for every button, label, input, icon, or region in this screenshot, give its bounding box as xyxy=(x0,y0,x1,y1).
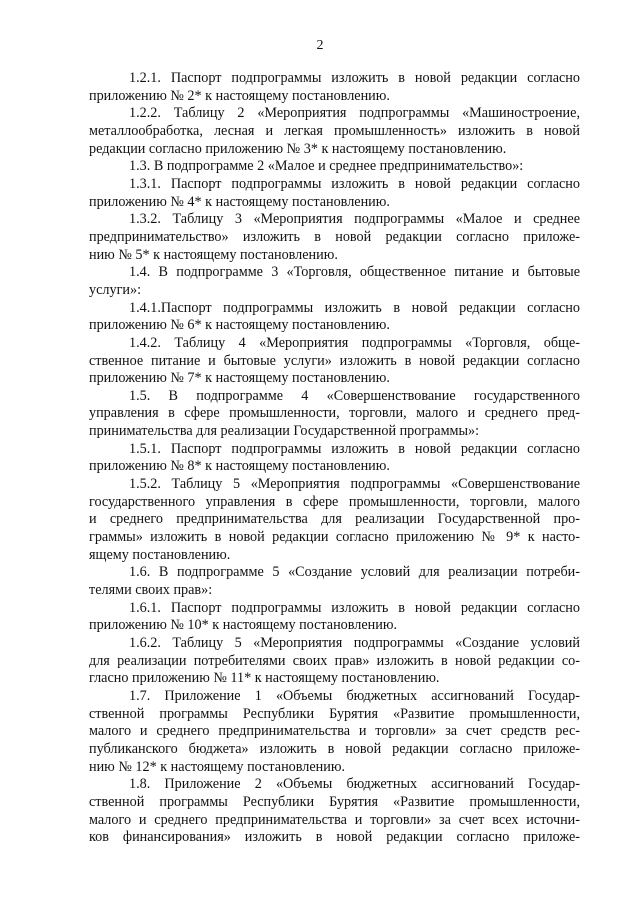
paragraph xyxy=(89,105,580,158)
text-line: 1.6.1. Паспорт подпрограммы изложить в новой редакции согласно xyxy=(129,599,580,616)
text-line: 1.8. Приложение 2 «Объемы бюджетных ассигнований Государ- xyxy=(129,776,580,793)
text-line: приложению № 6* к настоящему постановлению. xyxy=(89,317,390,334)
text-line: приложению № 2* к настоящему постановлению. xyxy=(89,87,390,104)
paragraph xyxy=(89,476,580,564)
text-line: малого и среднего предпринимательства и торговли» за счет всех источни- xyxy=(89,811,580,828)
text-line: 1.3.2. Таблицу 3 «Мероприятия подпрограммы «Малое и среднее xyxy=(129,211,580,228)
text-line: для реализации потребителями своих прав» изложить в новой редакции со- xyxy=(89,652,580,669)
text-line: 1.4.2. Таблицу 4 «Мероприятия подпрограммы «Торговля, обще- xyxy=(129,334,580,351)
text-line: приложению № 4* к настоящему постановлению. xyxy=(89,193,390,210)
text-line: 1.4.1.Паспорт подпрограммы изложить в новой редакции согласно xyxy=(129,299,580,316)
paragraph xyxy=(89,600,580,635)
paragraph xyxy=(89,688,580,776)
text-line: принимательства для реализации Государственной программы»: xyxy=(89,423,480,440)
paragraph xyxy=(89,776,580,847)
paragraph xyxy=(89,564,580,599)
text-line: нию № 12* к настоящему постановлению. xyxy=(89,758,345,775)
text-line: 1.6. В подпрограмме 5 «Создание условий для реализации потреби- xyxy=(129,564,580,581)
text-line: 1.7. Приложение 1 «Объемы бюджетных ассигнований Государ- xyxy=(129,687,580,704)
text-line: приложению № 10* к настоящему постановлению. xyxy=(89,617,397,634)
text-line: ящему постановлению. xyxy=(89,546,231,563)
text-line: металлообработка, лесная и легкая промышленность» изложить в новой xyxy=(89,122,580,139)
paragraph xyxy=(89,335,580,388)
paragraph xyxy=(89,441,580,476)
text-line: 1.5. В подпрограмме 4 «Совершенствование государственного xyxy=(129,387,580,404)
text-line: ственной программы Республики Бурятия «Развитие промышленности, xyxy=(89,705,580,722)
text-line: телями своих прав»: xyxy=(89,582,213,599)
text-line: ственное питание и бытовые услуги» изложить в новой редакции согласно xyxy=(89,352,580,369)
text-line: гласно приложению № 11* к настоящему постановлению. xyxy=(89,670,440,687)
paragraph xyxy=(89,635,580,688)
paragraph xyxy=(89,388,580,441)
paragraph xyxy=(89,211,580,264)
text-line: редакции согласно приложению № 3* к настоящему постановлению. xyxy=(89,140,507,157)
text-line: 1.3.1. Паспорт подпрограммы изложить в новой редакции согласно xyxy=(129,175,580,192)
text-line: ков финансирования» изложить в новой редакции согласно приложе- xyxy=(89,829,580,846)
text-line: и среднего предпринимательства для реализации Государственной про- xyxy=(89,511,580,528)
text-line: публиканского бюджета» изложить в новой редакции согласно приложе- xyxy=(89,740,580,757)
text-line: приложению № 7* к настоящему постановлению. xyxy=(89,370,390,387)
paragraph xyxy=(89,70,580,105)
text-line: граммы» изложить в новой редакции согласно приложению № 9* к насто- xyxy=(89,529,580,546)
text-line: 1.2.1. Паспорт подпрограммы изложить в новой редакции согласно xyxy=(129,70,580,86)
text-line: 1.4. В подпрограмме 3 «Торговля, общественное питание и бытовые xyxy=(129,264,580,281)
document-body xyxy=(89,70,580,847)
paragraph xyxy=(89,300,580,335)
text-line: услуги»: xyxy=(89,281,142,298)
text-line: приложению № 8* к настоящему постановлению. xyxy=(89,458,390,475)
text-line: 1.3. В подпрограмме 2 «Малое и среднее предпринимательство»: xyxy=(129,158,524,175)
text-line: 1.2.2. Таблицу 2 «Мероприятия подпрограммы «Машиностроение, xyxy=(129,105,580,122)
paragraph xyxy=(89,264,580,299)
text-line: нию № 5* к настоящему постановлению. xyxy=(89,246,338,263)
text-line: управления в сфере промышленности, торговли, малого и среднего пред- xyxy=(89,405,580,422)
text-line: малого и среднего предпринимательства и торговли» за счет средств рес- xyxy=(89,723,580,740)
text-line: 1.6.2. Таблицу 5 «Мероприятия подпрограммы «Создание условий xyxy=(129,635,580,651)
text-line: предпринимательство» изложить в новой редакции согласно приложе- xyxy=(89,228,580,245)
text-line: 1.5.2. Таблицу 5 «Мероприятия подпрограммы «Совершенствование xyxy=(129,476,580,493)
page-number: 2 xyxy=(316,38,324,53)
text-line: государственного управления в сфере промышленности, торговли, малого xyxy=(89,493,580,510)
text-line: ственной программы Республики Бурятия «Развитие промышленности, xyxy=(89,793,580,810)
text-line: 1.5.1. Паспорт подпрограммы изложить в новой редакции согласно xyxy=(129,440,580,457)
paragraph xyxy=(89,176,580,211)
paragraph xyxy=(89,158,580,176)
